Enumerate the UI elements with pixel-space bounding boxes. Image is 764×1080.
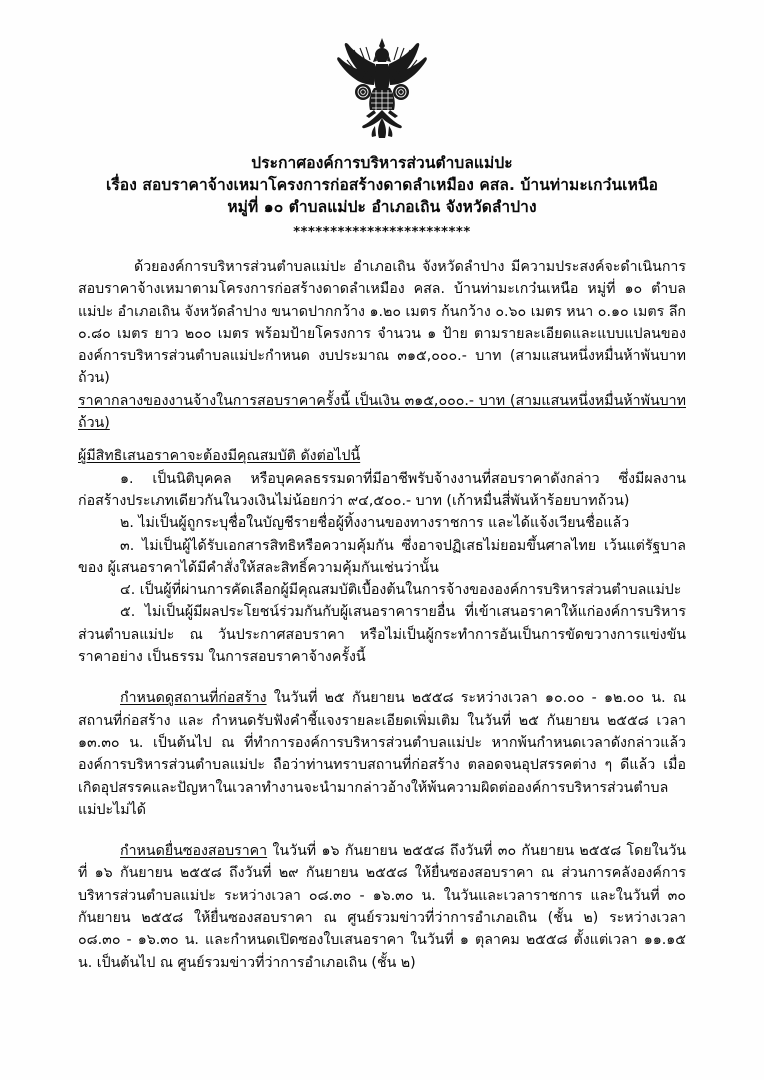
document-header: [0, 152, 764, 242]
announcement-org-title: ประกาศองค์การบริหารส่วนตำบลแม่ปะ: [251, 154, 513, 172]
garuda-emblem: [330, 30, 434, 142]
site-visit-paragraph: [78, 687, 686, 821]
qualifications-heading: [78, 445, 686, 467]
qualification-item-4: ๔. เป็นผู้ที่ผ่านการคัดเลือกผู้มีคุณสมบัติเบื้องต้นในการจ้างขององค์การบริหารส่วนตำบลแม่ปะ: [120, 582, 682, 599]
submission-text: ในวันที่ ๑๖ กันยายน ๒๕๕๘ ถึงวันที่ ๓๐ กันยายน ๒๕๕๘ โดยในวันที่ ๑๖ กันยายน ๒๕๕๘ ถึงวันที่ ๒๙ กันยายน ๒๕๕๘ ให้ยื่นซองสอบราคา ณ ส่วนการคลังองค์การบริหารส่วนตำบลแม่ปะ ระหว่างเวลา ๐๘.๓๐ - ๑๖.๓๐ น. ในวันและเวลาราชการ และในวันที่ ๓๐ กันยายน ๒๕๕๘ ให้ยื่นซองสอบราคา ณ ศูนย์รวมข่าวที่ว่าการอำเภอเถิน (ชั้น ๒) ระหว่างเวลา ๐๘.๓๐ - ๑๖.๓๐ น. และกำหนดเปิดซองใบเสนอราคา ในวันที่ ๑ ตุลาคม ๒๕๕๘ ตั้งแต่เวลา ๑๑.๑๕ น. เป็นต้นไป ณ ศูนย์รวมข่าวที่ว่าการอำเภอเถิน (ชั้น ๒): [78, 843, 686, 971]
announcement-location-line: หมู่ที่ ๑๐ ตำบลแม่ปะ อำเภอเถิน จังหวัดลำปาง: [227, 198, 537, 216]
document-body: [78, 256, 686, 974]
qualifications-heading-text: ผู้มีสิทธิเสนอราคาจะต้องมีคุณสมบัติ ดังต่อไปนี้: [78, 448, 361, 465]
site-visit-text: ในวันที่ ๒๕ กันยายน ๒๕๕๘ ระหว่างเวลา ๑๐.๐๐ - ๑๒.๐๐ น. ณ สถานที่ก่อสร้าง และ กำหนดรับฟังคำชี้แจงรายละเอียดเพิ่มเติม ในวันที่ ๒๕ กันยายน ๒๕๕๘ เวลา ๑๓.๓๐ น. เป็นต้นไป ณ ที่ทำการองค์การบริหารส่วนตำบลแม่ปะ หากพ้นกำหนดเวลาดังกล่าวแล้ว องค์การบริหารส่วนตำบลแม่ปะ ถือว่าท่านทราบสถานที่ก่อสร้าง ตลอดจนอุปสรรคต่าง ๆ ดีแล้ว เมื่อเกิดอุปสรรคและปัญหาในเวลาทำงานจะนำมากล่าวอ้างให้พ้นความผิดต่อองค์การบริหารส่วนตำบลแม่ปะไม่ได้: [78, 690, 686, 818]
site-visit-label: กำหนดดูสถานที่ก่อสร้าง: [120, 690, 267, 707]
asterisk-separator: ************************: [293, 225, 471, 240]
median-price-line: [78, 390, 686, 435]
announcement-subject-line: เรื่อง สอบราคาจ้างเหมาโครงการก่อสร้างดาดลำเหมือง คสล. บ้านท่ามะเกว๋นเหนือ: [105, 176, 658, 194]
qualification-item-2: ๒. ไม่เป็นผู้ถูกระบุชื่อในบัญชีรายชื่อผู้ทิ้งงานของทางราชการ และได้แจ้งเวียนชื่อแล้ว: [120, 515, 630, 532]
qualification-item-1: ๑. เป็นนิติบุคคล หรือบุคคลธรรมดาที่มีอาชีพรับจ้างงานที่สอบราคาดังกล่าว ซึ่งมีผลงานก่อสร้างประเภทเดียวกันในวงเงินไม่น้อยกว่า ๙๔,๕๐๐.- บาท (เก้าหมื่นสี่พันห้าร้อยบาทถ้วน): [78, 470, 686, 509]
intro-paragraph: ด้วยองค์การบริหารส่วนตำบลแม่ปะ อำเภอเถิน จังหวัดลำปาง มีความประสงค์จะดำเนินการสอบราคาจ้างเหมาตามโครงการก่อสร้างดาดลำเหมือง คสล. บ้านท่ามะเกว๋นเหนือ หมู่ที่ ๑๐ ตำบลแม่ปะ อำเภอเถิน จังหวัดลำปาง ขนาดปากกว้าง ๑.๒๐ เมตร ก้นกว้าง ๐.๖๐ เมตร หนา ๐.๑๐ เมตร ลึก ๐.๘๐ เมตร ยาว ๒๐๐ เมตร พร้อมป้ายโครงการ จำนวน ๑ ป้าย ตามรายละเอียดและแบบแปลนขององค์การบริหารส่วนตำบลแม่ปะกำหนด งบประมาณ ๓๑๕,๐๐๐.- บาท (สามแสนหนึ่งหมื่นห้าพันบาทถ้วน): [78, 259, 686, 387]
median-price-text: ราคากลางของงานจ้างในการสอบราคาครั้งนี้ เป็นเงิน ๓๑๕,๐๐๐.- บาท (สามแสนหนึ่งหมื่นห้าพันบาทถ้วน): [78, 392, 686, 432]
submission-paragraph: [78, 840, 686, 974]
qualification-item-5: ๕. ไม่เป็นผู้มีผลประโยชน์ร่วมกันกับผู้เสนอราคารายอื่น ที่เข้าเสนอราคาให้แก่องค์การบริหารส่วนตำบลแม่ปะ ณ วันประกาศสอบราคา หรือไม่เป็นผู้กระทำการอันเป็นการขัดขวางการแข่งขันราคาอย่าง เป็นธรรม ในการสอบราคาจ้างครั้งนี้: [78, 604, 686, 666]
submission-label: กำหนดยื่นซองสอบราคา: [120, 843, 268, 860]
emblem-container: [0, 0, 764, 142]
qualification-item-3: ๓. ไม่เป็นผู้ได้รับเอกสารสิทธิหรือความคุ้มกัน ซึ่งอาจปฏิเสธไม่ยอมขึ้นศาลไทย เว้นแต่รัฐบาลของ ผู้เสนอราคาได้มีคำสั่งให้สละสิทธิ์ความคุ้มกันเช่นว่านั้น: [78, 537, 686, 576]
